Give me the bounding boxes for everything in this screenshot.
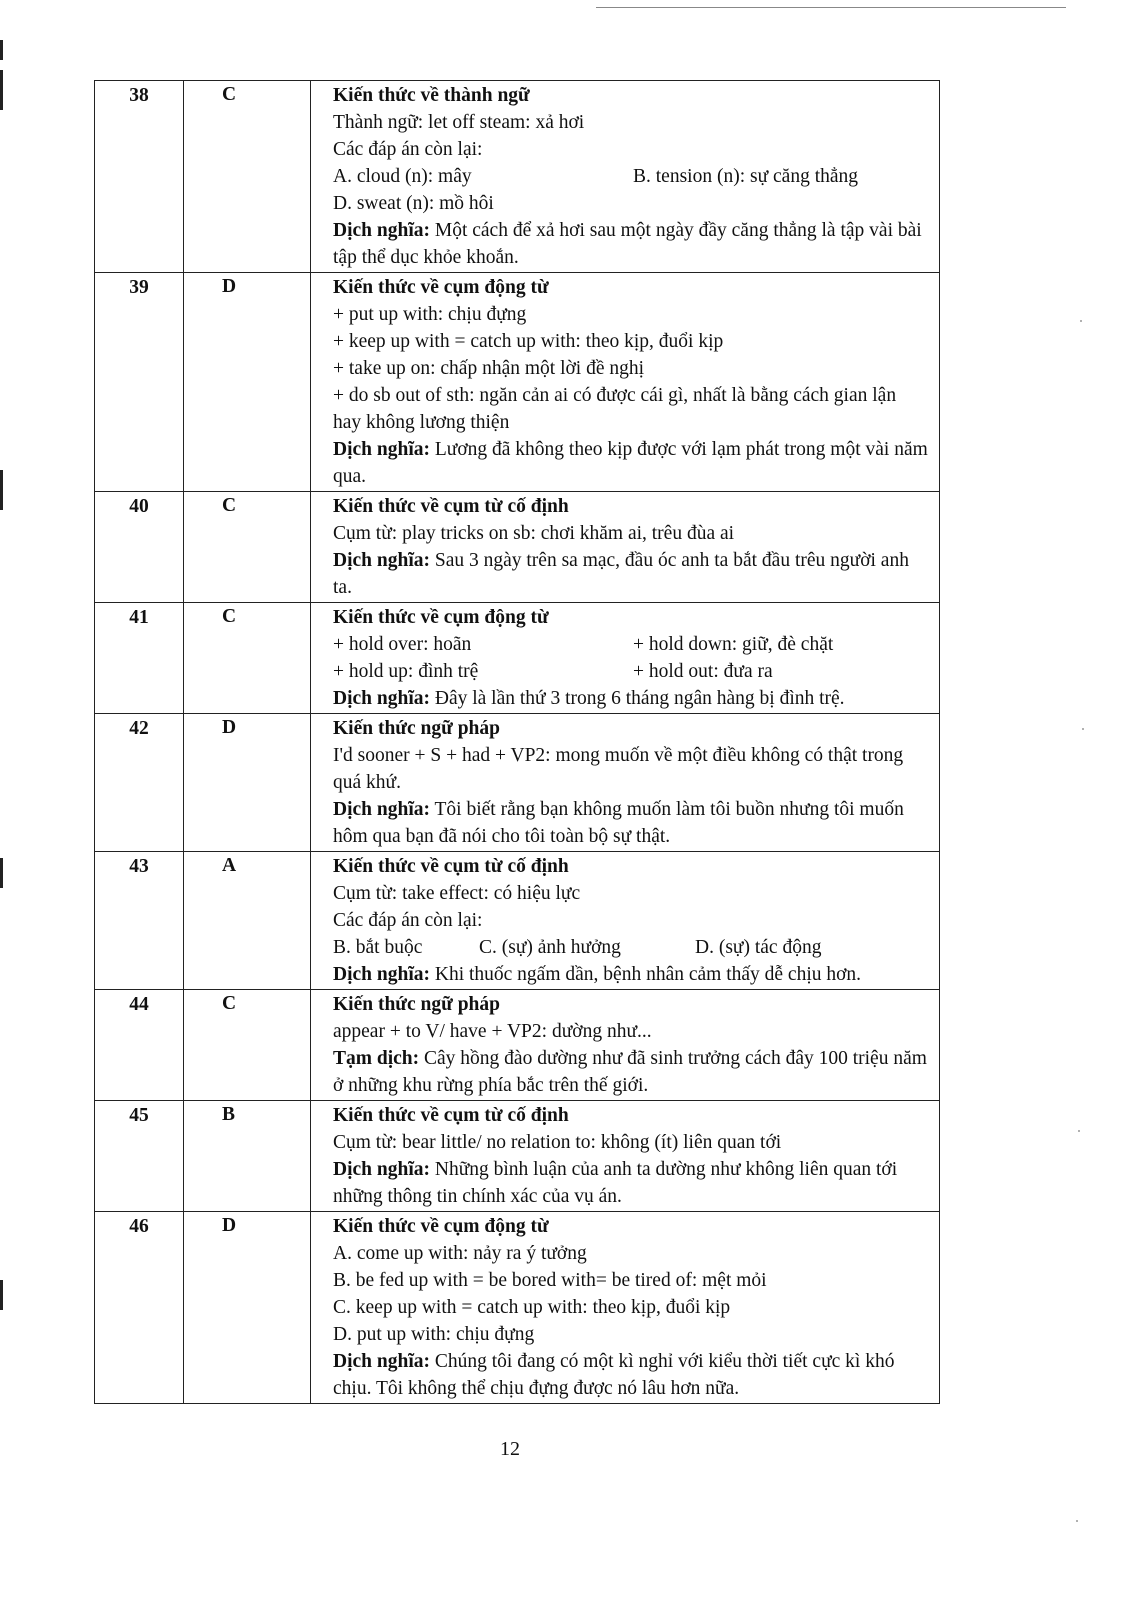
explanation-cell <box>311 492 940 603</box>
question-number: 43 <box>95 852 184 990</box>
translation-text: Một cách để xả hơi sau một ngày đầy căng thẳng là tập vài bài tập thể dục khỏe khoắn. <box>333 220 922 268</box>
translation-text: Những bình luận của anh ta dường như không liên quan tới những thông tin chính xác của vụ án. <box>333 1159 898 1207</box>
scan-edge-mark <box>0 40 3 60</box>
translation-label: Dịch nghĩa: <box>333 550 430 571</box>
answer-row <box>95 81 940 273</box>
explanation-line: Cụm từ: play tricks on sb: chơi khăm ai, trêu đùa ai <box>333 523 735 544</box>
scan-edge-mark <box>0 1280 3 1310</box>
translation-label: Dịch nghĩa: <box>333 688 430 709</box>
scan-speck <box>1082 728 1084 730</box>
translation-line <box>333 547 929 601</box>
explanation-line: A. come up with: nảy ra ý tưởng <box>333 1243 587 1264</box>
answer-letter: D <box>184 273 311 492</box>
answer-row <box>95 492 940 603</box>
question-number: 46 <box>95 1212 184 1404</box>
option-text: A. cloud (n): mây <box>333 166 472 187</box>
explanation-line: D. sweat (n): mồ hôi <box>333 193 494 214</box>
explanation-heading: Kiến thức ngữ pháp <box>333 994 500 1015</box>
explanation-line: appear + to V/ have + VP2: dường như... <box>333 1021 652 1042</box>
explanation-line: + take up on: chấp nhận một lời đề nghị <box>333 358 645 379</box>
explanation-line: Cụm từ: take effect: có hiệu lực <box>333 883 581 904</box>
explanation-line: Thành ngữ: let off steam: xả hơi <box>333 112 585 133</box>
scan-speck <box>1078 1130 1080 1132</box>
option-text: + hold out: đưa ra <box>633 661 773 682</box>
explanation-line: Các đáp án còn lại: <box>333 910 483 931</box>
answer-letter: A <box>184 852 311 990</box>
answer-letter: C <box>184 990 311 1101</box>
option-text: + hold up: đình trệ <box>333 661 479 682</box>
translation-label: Dịch nghĩa: <box>333 220 430 241</box>
question-number: 38 <box>95 81 184 273</box>
option-text: B. tension (n): sự căng thẳng <box>633 166 859 187</box>
question-number: 42 <box>95 714 184 852</box>
explanation-heading: Kiến thức về cụm động từ <box>333 1216 549 1237</box>
translation-text: Khi thuốc ngấm dần, bệnh nhân cảm thấy dễ chịu hơn. <box>434 964 862 985</box>
answer-row <box>95 273 940 492</box>
question-number: 41 <box>95 603 184 714</box>
translation-line <box>333 1045 929 1099</box>
translation-label: Dịch nghĩa: <box>333 1159 430 1180</box>
explanation-cell <box>311 990 940 1101</box>
answer-rows <box>95 81 940 1404</box>
scan-speck <box>1080 320 1082 322</box>
scan-speck <box>1076 1520 1078 1522</box>
translation-text: Cây hồng đào dường như đã sinh trưởng cách đây 100 triệu năm ở những khu rừng phía bắc trên thế giới. <box>333 1048 927 1096</box>
answer-letter: C <box>184 81 311 273</box>
translation-line <box>333 1156 929 1210</box>
explanation-heading: Kiến thức về thành ngữ <box>333 85 530 106</box>
explanation-line: + keep up with = catch up with: theo kịp, đuổi kịp <box>333 331 724 352</box>
scan-edge-mark <box>0 470 3 510</box>
two-column-line <box>333 163 929 190</box>
translation-label: Dịch nghĩa: <box>333 1351 430 1372</box>
answer-row <box>95 1212 940 1404</box>
option-text: + hold over: hoãn <box>333 634 472 655</box>
translation-text: Lương đã không theo kịp được với lạm phát trong một vài năm qua. <box>333 439 928 487</box>
three-column-line <box>333 934 929 961</box>
explanation-cell <box>311 1101 940 1212</box>
explanation-heading: Kiến thức về cụm từ cố định <box>333 496 569 517</box>
explanation-cell <box>311 852 940 990</box>
explanation-line: I'd sooner + S + had + VP2: mong muốn về một điều không có thật trong quá khứ. <box>333 745 904 793</box>
option-text: B. bắt buộc <box>333 937 423 958</box>
translation-label: Tạm dịch: <box>333 1048 420 1069</box>
explanation-cell <box>311 714 940 852</box>
translation-line <box>333 796 929 850</box>
explanation-line: B. be fed up with = be bored with= be tired of: mệt mỏi <box>333 1270 767 1291</box>
explanation-line: C. keep up with = catch up with: theo kịp, đuổi kịp <box>333 1297 731 1318</box>
answer-letter: C <box>184 492 311 603</box>
translation-label: Dịch nghĩa: <box>333 964 430 985</box>
answer-row <box>95 852 940 990</box>
translation-label: Dịch nghĩa: <box>333 799 430 820</box>
scan-edge-mark <box>0 858 3 888</box>
translation-line <box>333 961 929 988</box>
explanation-heading: Kiến thức về cụm từ cố định <box>333 1105 569 1126</box>
question-number: 39 <box>95 273 184 492</box>
answer-row <box>95 603 940 714</box>
option-text: C. (sự) ảnh hưởng <box>479 937 621 958</box>
translation-line <box>333 1348 929 1402</box>
explanation-heading: Kiến thức về cụm động từ <box>333 607 549 628</box>
explanation-heading: Kiến thức về cụm động từ <box>333 277 549 298</box>
explanation-line: Các đáp án còn lại: <box>333 139 483 160</box>
translation-label: Dịch nghĩa: <box>333 439 430 460</box>
explanation-line: + put up with: chịu đựng <box>333 304 527 325</box>
explanation-heading: Kiến thức ngữ pháp <box>333 718 500 739</box>
answer-row <box>95 714 940 852</box>
answer-letter: B <box>184 1101 311 1212</box>
translation-line <box>333 436 929 490</box>
answer-letter: D <box>184 714 311 852</box>
explanation-cell <box>311 1212 940 1404</box>
top-rule <box>596 7 1066 8</box>
explanation-cell <box>311 273 940 492</box>
translation-text: Chúng tôi đang có một kì nghỉ với kiểu thời tiết cực kì khó chịu. Tôi không thể chịu đựng được nó lâu hơn nữa. <box>333 1351 895 1399</box>
answer-row <box>95 990 940 1101</box>
answer-letter: D <box>184 1212 311 1404</box>
explanation-line: Cụm từ: bear little/ no relation to: không (ít) liên quan tới <box>333 1132 782 1153</box>
explanation-heading: Kiến thức về cụm từ cố định <box>333 856 569 877</box>
option-text: D. (sự) tác động <box>695 937 822 958</box>
answer-row <box>95 1101 940 1212</box>
translation-text: Tôi biết rằng bạn không muốn làm tôi buồn nhưng tôi muốn hôm qua bạn đã nói cho tôi toàn bộ sự thật. <box>333 799 904 847</box>
explanation-line: + do sb out of sth: ngăn cản ai có được cái gì, nhất là bằng cách gian lận hay không lương thiện <box>333 385 897 433</box>
explanation-cell <box>311 603 940 714</box>
two-column-line <box>333 658 929 685</box>
answer-key-table <box>94 80 940 1404</box>
question-number: 40 <box>95 492 184 603</box>
option-text: + hold down: giữ, đè chặt <box>633 634 834 655</box>
translation-line <box>333 217 929 271</box>
page-number: 12 <box>500 1438 520 1460</box>
explanation-line: D. put up with: chịu đựng <box>333 1324 535 1345</box>
answer-letter: C <box>184 603 311 714</box>
translation-line <box>333 685 929 712</box>
scan-edge-mark <box>0 70 3 110</box>
two-column-line <box>333 631 929 658</box>
question-number: 44 <box>95 990 184 1101</box>
question-number: 45 <box>95 1101 184 1212</box>
translation-text: Sau 3 ngày trên sa mạc, đầu óc anh ta bắt đầu trêu người anh ta. <box>333 550 909 598</box>
explanation-cell <box>311 81 940 273</box>
translation-text: Đây là lần thứ 3 trong 6 tháng ngân hàng bị đình trệ. <box>434 688 845 709</box>
